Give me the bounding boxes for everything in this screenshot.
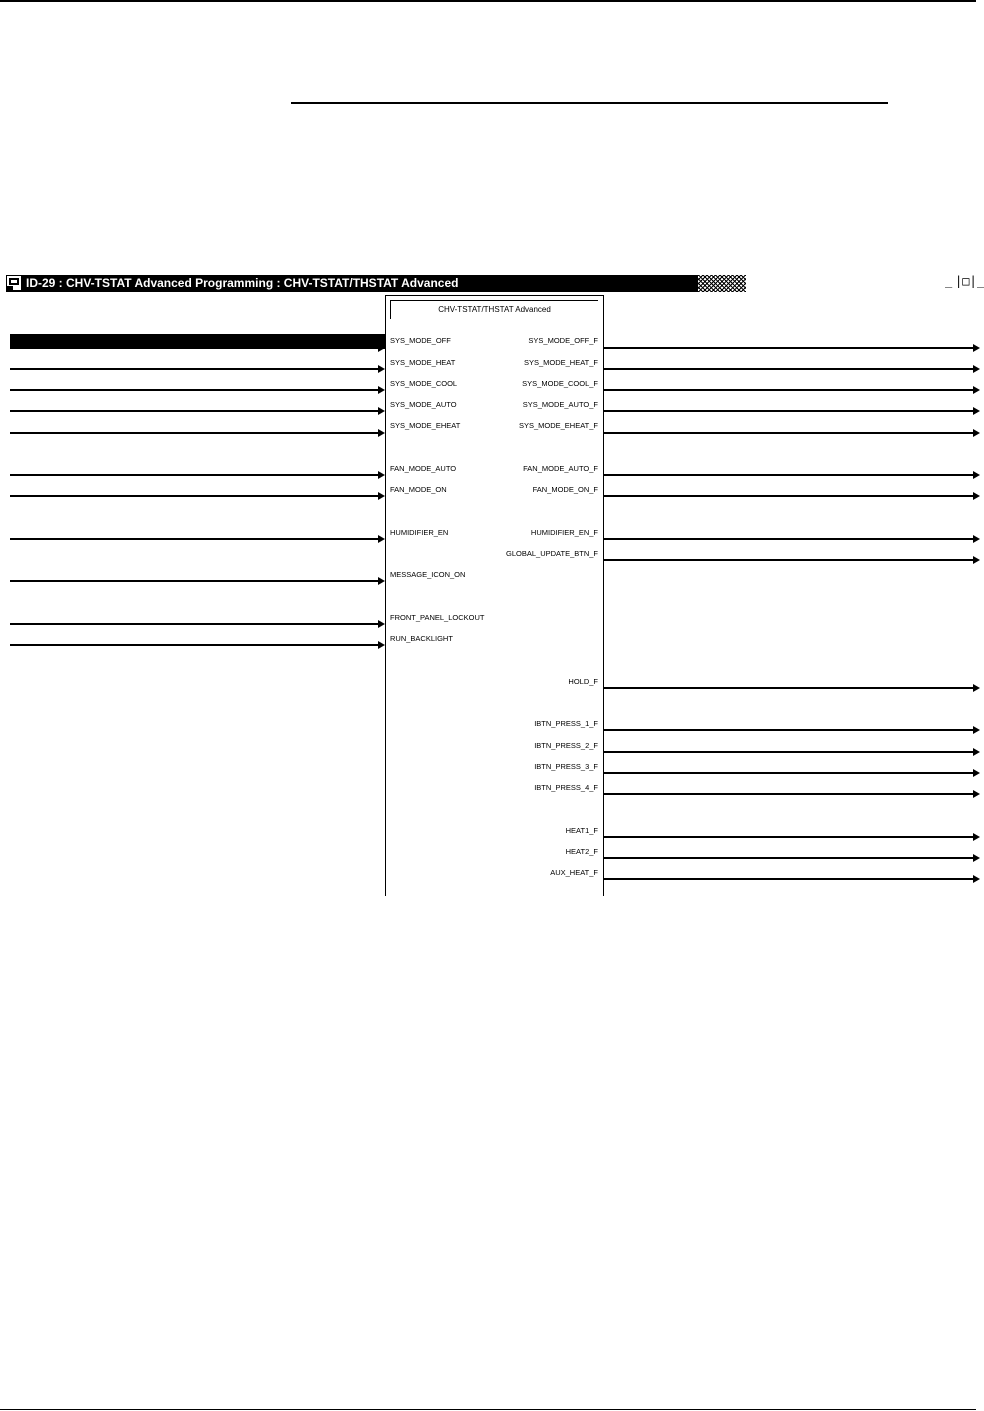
arrow-head-icon: [973, 875, 980, 883]
input-port-sys-mode-eheat[interactable]: SYS_MODE_EHEAT: [390, 421, 461, 430]
arrow-head-icon: [378, 365, 385, 373]
arrow-head-icon: [973, 769, 980, 777]
output-wire-sys-mode-cool-f[interactable]: [604, 386, 980, 394]
input-port-front-panel-lockout[interactable]: FRONT_PANEL_LOCKOUT: [390, 613, 485, 622]
output-wire-ibtn-press-2-f[interactable]: [604, 748, 980, 756]
input-port-humidifier-en[interactable]: HUMIDIFIER_EN: [390, 528, 449, 537]
output-wire-aux-heat-f[interactable]: [604, 875, 980, 883]
arrow-head-icon: [973, 492, 980, 500]
output-wire-sys-mode-off-f[interactable]: [604, 344, 980, 352]
output-port-ibtn-press-3-f[interactable]: IBTN_PRESS_3_F: [534, 762, 598, 771]
output-wire-sys-mode-auto-f[interactable]: [604, 407, 980, 415]
output-port-hold-f[interactable]: HOLD_F: [568, 677, 598, 686]
arrow-head-icon: [973, 684, 980, 692]
arrow-head-icon: [378, 641, 385, 649]
output-wire-humidifier-en-f[interactable]: [604, 535, 980, 543]
output-wire-global-update-btn-f[interactable]: [604, 556, 980, 564]
input-wire-humidifier-en[interactable]: [10, 535, 385, 543]
output-wire-fan-mode-on-f[interactable]: [604, 492, 980, 500]
arrow-head-icon: [973, 726, 980, 734]
output-port-global-update-btn-f[interactable]: GLOBAL_UPDATE_BTN_F: [506, 549, 598, 558]
output-port-humidifier-en-f[interactable]: HUMIDIFIER_EN_F: [530, 528, 598, 537]
output-wire-hold-f[interactable]: [604, 684, 980, 692]
output-port-sys-mode-off-f[interactable]: SYS_MODE_OFF_F: [528, 336, 598, 345]
input-port-fan-mode-on[interactable]: FAN_MODE_ON: [390, 485, 447, 494]
arrow-head-icon: [378, 535, 385, 543]
output-port-ibtn-press-1-f[interactable]: IBTN_PRESS_1_F: [534, 719, 598, 728]
output-wire-sys-mode-heat-f[interactable]: [604, 365, 980, 373]
arrow-head-icon: [378, 407, 385, 415]
arrow-head-icon: [973, 854, 980, 862]
close-button[interactable]: _: [977, 274, 984, 288]
output-port-fan-mode-on-f[interactable]: FAN_MODE_ON_F: [532, 485, 598, 494]
output-port-heat2-f[interactable]: HEAT2_F: [565, 847, 598, 856]
arrow-head-icon: [378, 492, 385, 500]
arrow-head-icon: [973, 556, 980, 564]
arrow-head-icon: [973, 833, 980, 841]
input-port-sys-mode-heat[interactable]: SYS_MODE_HEAT: [390, 358, 456, 367]
output-port-ibtn-press-4-f[interactable]: IBTN_PRESS_4_F: [534, 783, 598, 792]
arrow-head-icon: [973, 365, 980, 373]
arrow-head-icon: [973, 429, 980, 437]
input-port-sys-mode-off[interactable]: SYS_MODE_OFF: [390, 336, 451, 345]
output-wire-heat2-f[interactable]: [604, 854, 980, 862]
arrow-head-icon: [378, 471, 385, 479]
block-name: CHV-TSTAT/THSTAT Advanced: [390, 300, 598, 319]
arrow-head-icon: [973, 407, 980, 415]
input-wire-sys-mode-cool[interactable]: [10, 386, 385, 394]
selected-input-wire-highlight: [10, 334, 385, 349]
arrow-head-icon: [378, 386, 385, 394]
output-wire-heat1-f[interactable]: [604, 833, 980, 841]
arrow-head-icon: [973, 386, 980, 394]
input-wire-sys-mode-heat[interactable]: [10, 365, 385, 373]
input-wire-message-icon-on[interactable]: [10, 577, 385, 585]
input-port-fan-mode-auto[interactable]: FAN_MODE_AUTO: [390, 464, 457, 473]
output-port-heat1-f[interactable]: HEAT1_F: [565, 826, 598, 835]
arrow-head-icon: [973, 790, 980, 798]
output-port-sys-mode-cool-f[interactable]: SYS_MODE_COOL_F: [522, 379, 598, 388]
input-wire-fan-mode-auto[interactable]: [10, 471, 385, 479]
output-wire-sys-mode-eheat-f[interactable]: [604, 429, 980, 437]
arrow-head-icon: [378, 577, 385, 585]
output-port-sys-mode-eheat-f[interactable]: SYS_MODE_EHEAT_F: [518, 421, 598, 430]
output-port-fan-mode-auto-f[interactable]: FAN_MODE_AUTO_F: [523, 464, 598, 473]
arrow-head-icon: [378, 620, 385, 628]
minimize-button[interactable]: _: [945, 274, 953, 288]
output-wire-fan-mode-auto-f[interactable]: [604, 471, 980, 479]
output-port-ibtn-press-2-f[interactable]: IBTN_PRESS_2_F: [534, 741, 598, 750]
output-port-sys-mode-heat-f[interactable]: SYS_MODE_HEAT_F: [523, 358, 598, 367]
arrow-head-icon: [973, 471, 980, 479]
input-wire-run-backlight[interactable]: [10, 641, 385, 649]
input-port-message-icon-on[interactable]: MESSAGE_ICON_ON: [390, 570, 466, 579]
output-wire-ibtn-press-1-f[interactable]: [604, 726, 980, 734]
input-wire-sys-mode-auto[interactable]: [10, 407, 385, 415]
input-wire-fan-mode-on[interactable]: [10, 492, 385, 500]
arrow-head-icon: [378, 429, 385, 437]
window-title: ID-29 : CHV-TSTAT Advanced Programming : CHV-TSTAT/THSTAT Advanced: [26, 276, 459, 290]
output-wire-ibtn-press-4-f[interactable]: [604, 790, 980, 798]
input-port-sys-mode-cool[interactable]: SYS_MODE_COOL: [390, 379, 458, 388]
restore-button[interactable]: |□|: [955, 274, 977, 288]
arrow-head-icon: [973, 535, 980, 543]
arrow-head-icon: [973, 748, 980, 756]
input-wire-sys-mode-eheat[interactable]: [10, 429, 385, 437]
arrow-head-icon: [973, 344, 980, 352]
output-wire-ibtn-press-3-f[interactable]: [604, 769, 980, 777]
output-port-sys-mode-auto-f[interactable]: SYS_MODE_AUTO_F: [522, 400, 598, 409]
input-port-sys-mode-auto[interactable]: SYS_MODE_AUTO: [390, 400, 457, 409]
input-wire-front-panel-lockout[interactable]: [10, 620, 385, 628]
output-port-aux-heat-f[interactable]: AUX_HEAT_F: [550, 868, 598, 877]
input-port-run-backlight[interactable]: RUN_BACKLIGHT: [390, 634, 453, 643]
